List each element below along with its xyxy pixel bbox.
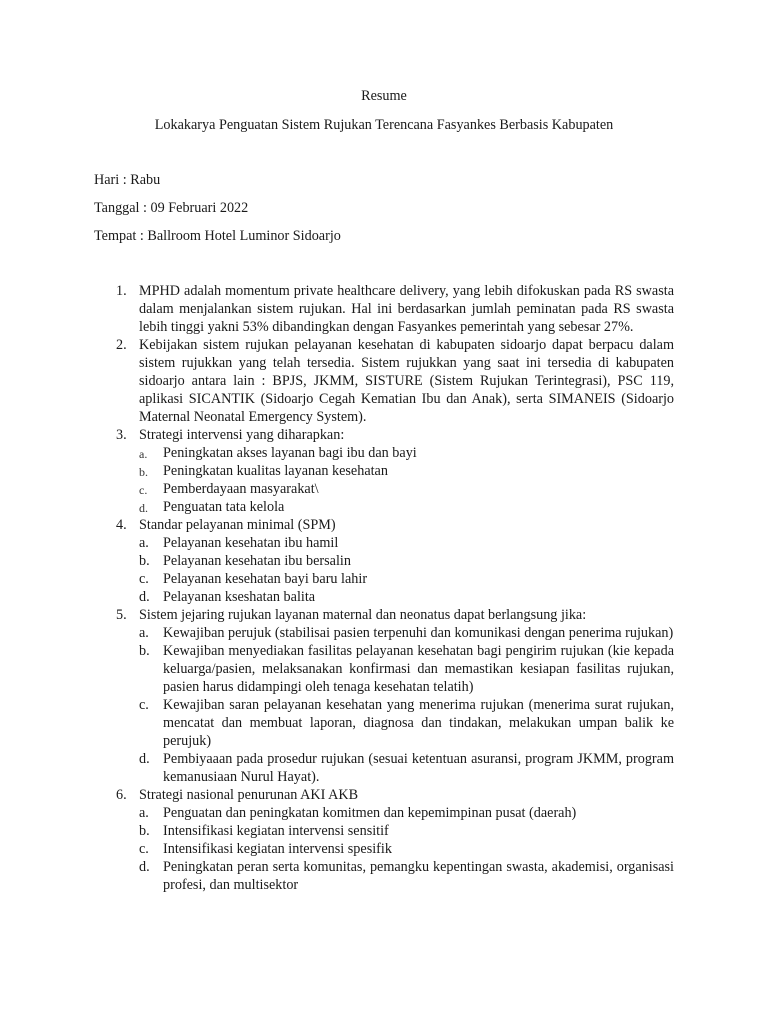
list-item (0, 786, 768, 894)
list-item-number: 5. (116, 607, 127, 623)
sub-list-item (0, 462, 768, 480)
sub-list-text: Pelayanan kesehatan ibu hamil (163, 535, 339, 551)
sub-list-letter: b. (139, 643, 150, 659)
sub-list-text: Pelayanan kseshatan balita (163, 589, 316, 605)
sub-list-text: Peningkatan akses layanan bagi ibu dan bayi (163, 445, 417, 461)
sub-list-item (0, 570, 768, 588)
meta-place: Tempat : Ballroom Hotel Luminor Sidoarjo (94, 228, 341, 244)
sub-list-text: Peningkatan kualitas layanan kesehatan (163, 463, 388, 479)
sub-list-text: Intensifikasi kegiatan intervensi sensitif (163, 823, 389, 839)
document-subtitle: Lokakarya Penguatan Sistem Rujukan Terencana Fasyankes Berbasis Kabupaten (154, 117, 614, 133)
sub-list-item (0, 840, 768, 858)
sub-list-text: Kewajiban menyediakan fasilitas pelayanan kesehatan bagi pengirim rujukan (kie kepada keluarga/pasien, melaksanakan konfirmasi dan memastikan kesiapan fasilitas rujukan, pasien harus didampingi oleh tenaga kesehatan telatih) (163, 643, 674, 695)
list-item (0, 426, 768, 516)
sub-list-text: Kewajiban saran pelayanan kesehatan yang menerima rujukan (menerima surat rujukan, mencatat dan membuat laporan, diagnosa dan tindakan, melakukan umpan balik ke perujuk) (163, 697, 674, 749)
sub-list-letter: d. (139, 859, 150, 875)
list-item-text: MPHD adalah momentum private healthcare delivery, yang lebih difokuskan pada RS swasta dalam menjalankan sistem rujukan. Hal ini berdasarkan jumlah peminatan pada RS swasta lebih tinggi yakni 53% dibandingkan dengan Fasyankes pemerintah yang sebesar 27%. (139, 283, 674, 335)
sub-list-item (0, 588, 768, 606)
sub-list-text: Pelayanan kesehatan bayi baru lahir (163, 571, 368, 587)
sub-list-item (0, 696, 768, 750)
sub-list-item (0, 480, 768, 498)
sub-list-text: Penguatan dan peningkatan komitmen dan kepemimpinan pusat (daerah) (163, 805, 577, 821)
list-item-text: Strategi intervensi yang diharapkan: (139, 427, 345, 443)
sub-list-letter: c. (139, 483, 148, 497)
list-item-text: Standar pelayanan minimal (SPM) (139, 517, 336, 533)
list-item-number: 4. (116, 517, 127, 533)
sub-list-item (0, 858, 768, 894)
sub-list-letter: b. (139, 465, 148, 479)
sub-list-letter: a. (139, 535, 149, 551)
document-title: Resume (361, 88, 407, 104)
sub-list-item (0, 822, 768, 840)
sub-list-text: Peningkatan peran serta komunitas, pemangku kepentingan swasta, akademisi, organisasi profesi, dan multisektor (163, 859, 674, 893)
sub-list-letter: c. (139, 571, 149, 587)
list-item (0, 282, 768, 336)
sub-list-text: Intensifikasi kegiatan intervensi spesifik (163, 841, 392, 857)
sub-list-text: Pembiyaaan pada prosedur rujukan (sesuai ketentuan asuransi, program JKMM, program kemanusiaan Nurul Hayat). (163, 751, 674, 785)
sub-list-item (0, 804, 768, 822)
sub-list-text: Pelayanan kesehatan ibu bersalin (163, 553, 351, 569)
list-item-text: Sistem jejaring rujukan layanan maternal dan neonatus dapat berlangsung jika: (139, 607, 587, 623)
sub-list-item (0, 498, 768, 516)
sub-list-text: Penguatan tata kelola (163, 499, 285, 515)
sub-list-letter: b. (139, 553, 150, 569)
sub-list-letter: d. (139, 751, 150, 767)
list-item (0, 516, 768, 606)
sub-list-letter: b. (139, 823, 150, 839)
list-item-text: Kebijakan sistem rujukan pelayanan kesehatan di kabupaten sidoarjo dapat berpacu dalam sistem rujukkan yang telah tersedia. Sistem rujukkan yang saat ini tersedia di kabupaten sidoarjo antara lain : BPJS, JKMM, SISTURE (Sistem Rujukan Terintegrasi), PSC 119, aplikasi SICANTIK (Sidoarjo Cegah Kematian Ibu dan Anak), serta SIMANEIS (Sidoarjo Maternal Neonatal Emergency System). (139, 337, 674, 425)
sub-list-letter: c. (139, 841, 149, 857)
sub-list-letter: a. (139, 625, 149, 641)
meta-date: Tanggal : 09 Februari 2022 (94, 200, 249, 216)
sub-list-item (0, 750, 768, 786)
sub-list-letter: a. (139, 447, 148, 461)
sub-list-letter: a. (139, 805, 149, 821)
sub-list-text: Kewajiban perujuk (stabilisai pasien terpenuhi dan komunikasi dengan penerima rujukan) (163, 625, 674, 641)
sub-list-item (0, 642, 768, 696)
sub-list-text: Pemberdayaan masyarakat\ (163, 481, 319, 497)
sub-list-item (0, 624, 768, 642)
sub-list-letter: d. (139, 501, 148, 515)
list-item-number: 1. (116, 283, 127, 299)
list-item-number: 2. (116, 337, 127, 353)
sub-list-letter: d. (139, 589, 150, 605)
numbered-list (0, 282, 768, 894)
list-item (0, 336, 768, 426)
sub-list-item (0, 552, 768, 570)
meta-day: Hari : Rabu (94, 172, 161, 188)
list-item-number: 3. (116, 427, 127, 443)
list-item-text: Strategi nasional penurunan AKI AKB (139, 787, 359, 803)
sub-list-item (0, 444, 768, 462)
list-item-number: 6. (116, 787, 127, 803)
list-item (0, 606, 768, 786)
sub-list-item (0, 534, 768, 552)
sub-list-letter: c. (139, 697, 149, 713)
